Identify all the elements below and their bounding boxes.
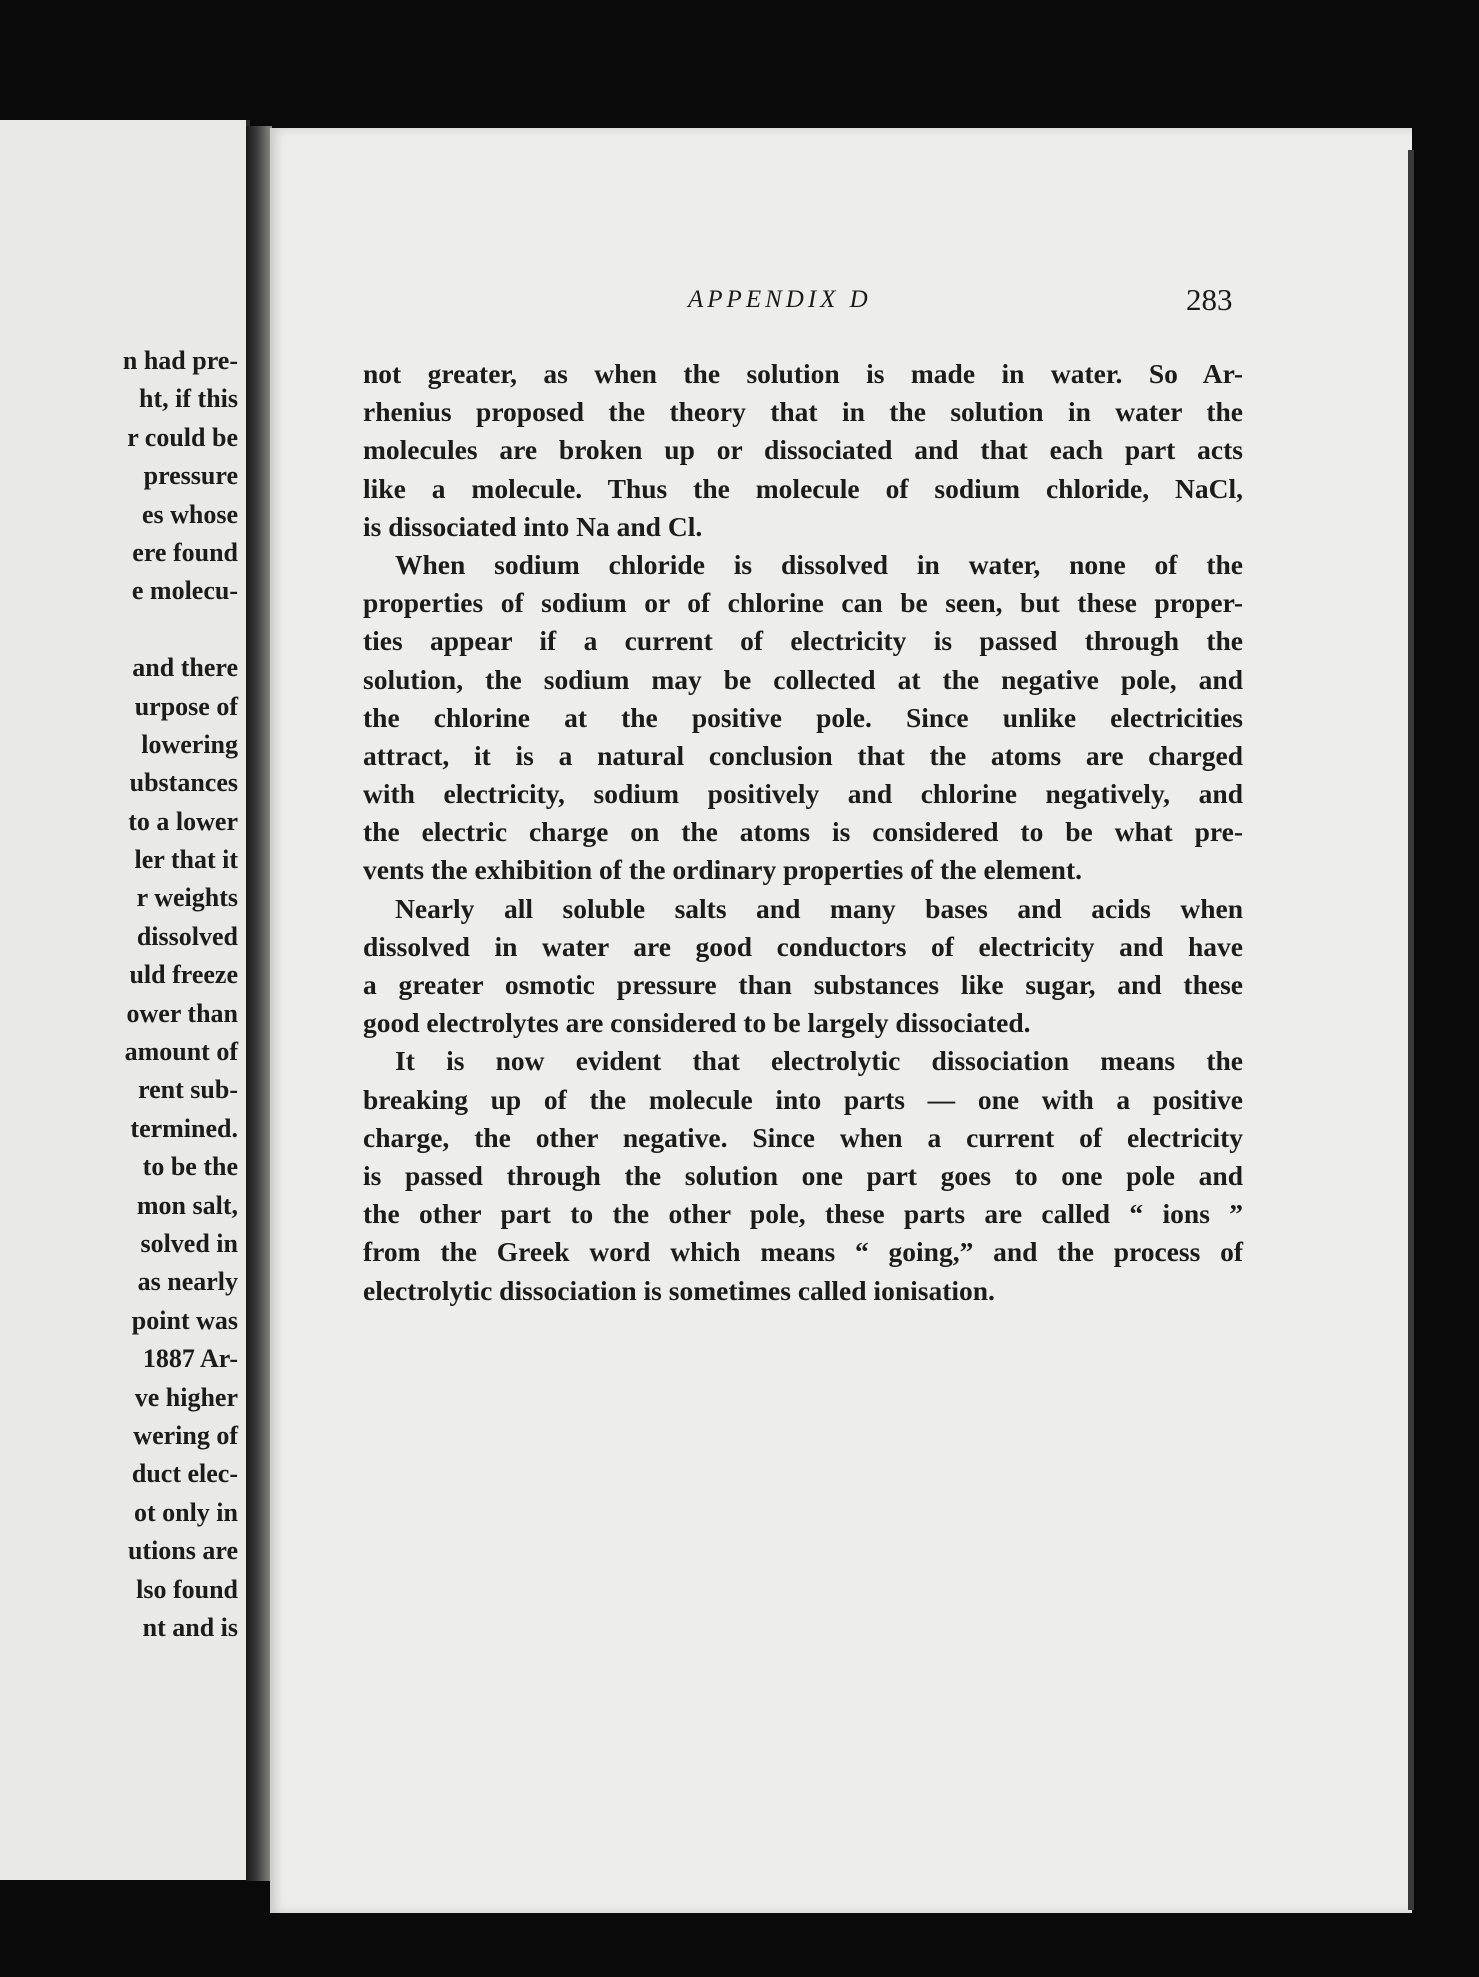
left-page-line: rent sub- <box>138 1075 238 1105</box>
text-line: molecules are broken up or dissociated and that each part acts <box>363 434 1243 466</box>
text-line: a greater osmotic pressure than substances like sugar, and these <box>363 969 1243 1000</box>
left-page-line: amount of <box>124 1037 238 1067</box>
running-head: APPENDIX D <box>688 286 872 313</box>
text-line: solution, the sodium may be collected at the negative pole, and <box>363 663 1243 695</box>
text-line: not greater, as when the solution is made in water. So Ar- <box>363 358 1243 389</box>
left-page-line: and there <box>132 653 238 683</box>
left-page-line: ht, if this <box>139 384 238 414</box>
text-line: like a molecule. Thus the molecule of sodium chloride, NaCl, <box>363 472 1243 504</box>
left-page-line: ler that it <box>134 845 238 875</box>
left-page-line: pressure <box>143 461 238 491</box>
text-line: rhenius proposed the theory that in the solution in water the <box>363 396 1243 428</box>
left-page-line <box>123 611 238 649</box>
text-line: with electricity, sodium positively and chlorine negatively, and <box>363 778 1243 810</box>
left-page-line: duct elec- <box>131 1459 238 1489</box>
left-page-line: ubstances <box>129 768 238 798</box>
text-line: the other part to the other pole, these parts are called “ ions ” <box>363 1198 1243 1230</box>
left-page-line: to a lower <box>128 806 238 836</box>
text-line: is passed through the solution one part goes to one pole and <box>363 1159 1243 1191</box>
text-line: Nearly all soluble salts and many bases and acids when <box>395 892 1243 924</box>
left-page-line: ot only in <box>133 1497 238 1527</box>
text-line: from the Greek word which means “ going,” and the process of <box>363 1236 1243 1268</box>
text-line: When sodium chloride is dissolved in water, none of the <box>395 548 1243 580</box>
text-line: breaking up of the molecule into parts — one with a positive <box>363 1083 1243 1115</box>
left-page <box>0 120 250 1880</box>
page-edge <box>1408 150 1414 1910</box>
text-line: is dissociated into Na and Cl. <box>363 510 703 542</box>
paragraph <box>363 355 1243 546</box>
left-page-line: ve higher <box>134 1382 238 1412</box>
left-page-text <box>123 342 238 1647</box>
text-line: attract, it is a natural conclusion that the atoms are charged <box>363 739 1243 771</box>
left-page-line: es whose <box>141 499 238 529</box>
left-page-line: n had pre- <box>122 346 238 375</box>
left-page-line: solved in <box>140 1228 238 1258</box>
left-page-line: 1887 Ar- <box>142 1344 238 1374</box>
text-line: electrolytic dissociation is sometimes called ionisation. <box>363 1274 995 1306</box>
left-page-line: uld freeze <box>129 960 238 990</box>
body-text <box>363 355 1243 1310</box>
text-line: properties of sodium or of chlorine can be seen, but these proper- <box>363 587 1243 619</box>
left-page-line: lowering <box>141 729 238 759</box>
text-line: ties appear if a current of electricity is passed through the <box>363 625 1243 657</box>
text-line: the electric charge on the atoms is considered to be what pre- <box>363 816 1243 848</box>
left-page-line: mon salt, <box>136 1190 238 1220</box>
left-page-line: urpose of <box>134 691 238 721</box>
text-line: charge, the other negative. Since when a current of electricity <box>363 1121 1243 1153</box>
left-page-line: ower than <box>126 998 238 1028</box>
left-page-line: dissolved <box>136 921 238 951</box>
text-line: the chlorine at the positive pole. Since unlike electricities <box>363 701 1243 733</box>
left-page-line: wering of <box>133 1420 238 1450</box>
left-page-line: utions are <box>127 1536 238 1566</box>
page-number: 283 <box>1186 282 1233 317</box>
left-page-line: r weights <box>136 883 238 913</box>
left-page-line: termined. <box>130 1113 238 1143</box>
left-page-line: e molecu- <box>131 576 238 606</box>
left-page-line: nt and is <box>142 1612 238 1642</box>
text-line: It is now evident that electrolytic dissociation means the <box>395 1045 1243 1077</box>
text-line: dissolved in water are good conductors of electricity and have <box>363 930 1243 962</box>
left-page-line: r could be <box>127 422 238 452</box>
paragraph <box>363 546 1243 890</box>
left-page-line: point was <box>131 1305 238 1335</box>
text-line: vents the exhibition of the ordinary properties of the element. <box>363 854 1082 886</box>
book-spine <box>246 126 272 1881</box>
paragraph <box>363 1042 1243 1309</box>
left-page-line: as nearly <box>137 1267 238 1297</box>
left-page-line: ere found <box>132 537 238 567</box>
left-page-line: lso found <box>136 1574 238 1604</box>
left-page-line: to be the <box>142 1152 238 1182</box>
paragraph <box>363 890 1243 1043</box>
text-line: good electrolytes are considered to be largely dissociated. <box>363 1007 1031 1039</box>
